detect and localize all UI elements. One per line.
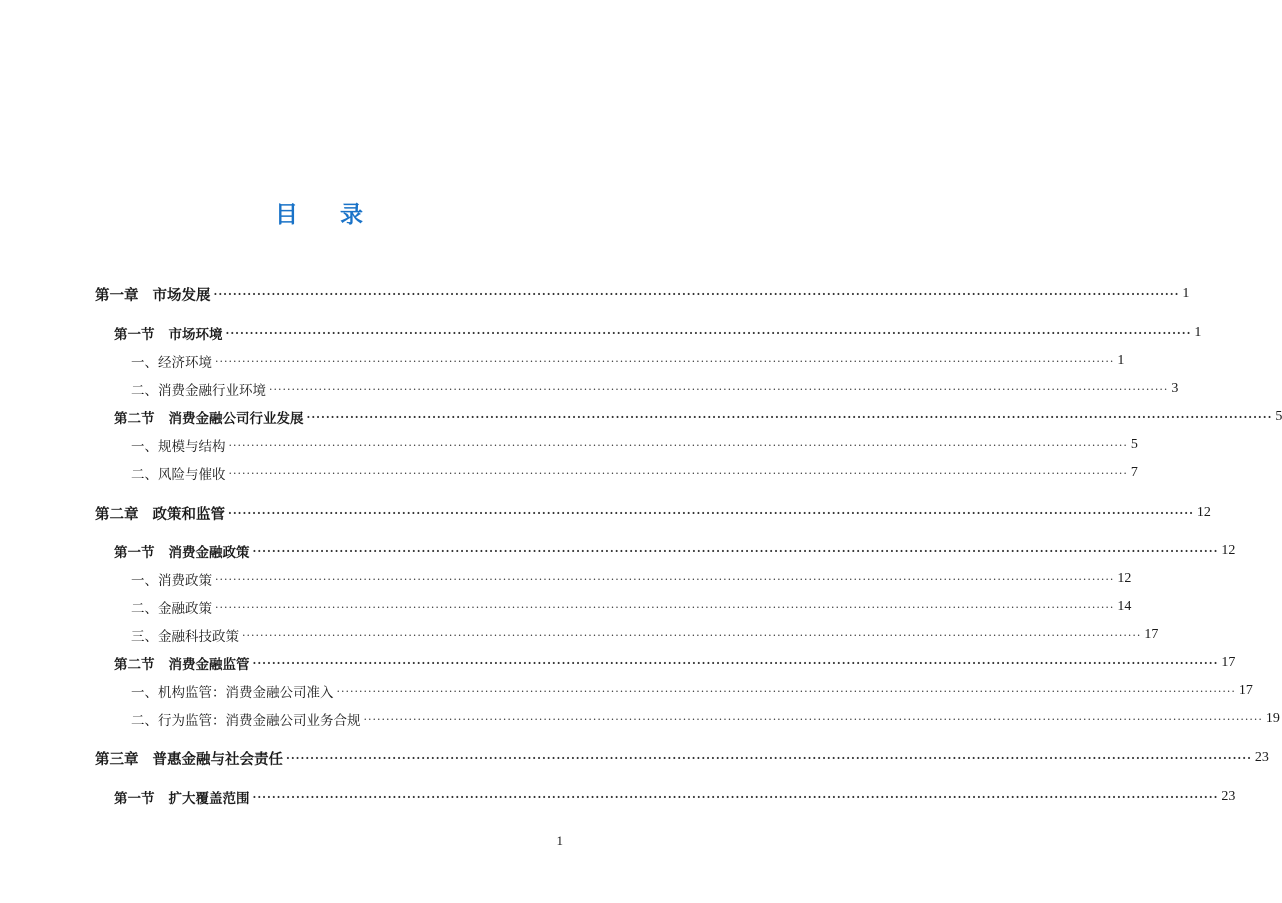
toc-entry-item[interactable] (131, 680, 1253, 702)
dot-leader: ········································································································································································································ (215, 572, 1115, 586)
toc-entry-label (114, 407, 304, 427)
toc-entry-page: 23 (1254, 750, 1269, 765)
toc-entry-page: 23 (1221, 789, 1236, 804)
toc-entry-page: 5 (1130, 437, 1138, 452)
page-title: 目录 (275, 202, 405, 228)
toc-entry-chapter[interactable] (95, 747, 1269, 769)
toc-entry-section[interactable] (114, 322, 1202, 344)
toc-entry-page: 17 (1238, 683, 1253, 698)
dot-leader: ········································································································································································································ (252, 790, 1219, 804)
toc-entry-label (95, 284, 211, 305)
dot-leader: ········································································································································································································ (215, 600, 1115, 614)
toc-entry-item[interactable] (131, 378, 1179, 400)
toc-entry-number: 第三章 (95, 751, 139, 768)
toc-entry-label (131, 597, 212, 617)
toc-entry-chapter[interactable] (95, 502, 1211, 524)
toc-entry-number: 第一节 (114, 791, 155, 807)
toc-entry-label (131, 351, 212, 371)
toc-entry-section[interactable] (114, 406, 1282, 428)
toc-entry-number: 第二节 (114, 411, 155, 427)
toc-entry-label (114, 787, 250, 807)
toc-entry-section[interactable] (114, 540, 1236, 562)
toc-entry-text: 消费金融公司行业发展 (168, 411, 304, 427)
dot-leader: ········································································································································································································ (225, 326, 1192, 340)
toc-entry-text: 一、机构监管：消费金融公司准入 (131, 685, 334, 701)
toc-entry-number: 第二章 (95, 506, 139, 523)
toc-entry-label (95, 748, 283, 769)
toc-entry-label (114, 653, 250, 673)
toc-entry-text: 二、风险与催收 (131, 467, 226, 483)
toc-entry-label (114, 541, 250, 561)
toc-entry-text: 扩大覆盖范围 (168, 791, 250, 807)
toc-entry-text: 二、消费金融行业环境 (131, 383, 266, 399)
toc-entry-item[interactable] (131, 624, 1159, 646)
toc-entry-text: 二、行为监管：消费金融公司业务合规 (131, 713, 361, 729)
toc-entry-label (131, 681, 334, 701)
dot-leader: ········································································································································································································ (306, 410, 1273, 424)
toc-entry-page: 5 (1275, 409, 1282, 424)
toc-entry-item[interactable] (131, 350, 1125, 372)
dot-leader: ········································································································································································································ (242, 628, 1142, 642)
toc-entry-section[interactable] (114, 786, 1236, 808)
dot-leader: ········································································································································································································ (228, 506, 1194, 520)
toc-entry-label (131, 709, 361, 729)
page-number: 1 (556, 833, 563, 848)
toc-entry-page: 7 (1130, 465, 1138, 480)
toc-entry-number: 第一节 (114, 545, 155, 561)
toc-entry-page: 17 (1144, 627, 1159, 642)
toc-entry-page: 3 (1171, 381, 1179, 396)
toc-entry-page: 17 (1221, 655, 1236, 670)
dot-leader: ········································································································································································································ (286, 751, 1252, 765)
dot-leader: ········································································································································································································ (252, 656, 1219, 670)
toc-entry-text: 普惠金融与社会责任 (152, 751, 283, 768)
toc-entry-text: 消费金融政策 (168, 545, 250, 561)
toc-entry-page: 1 (1194, 325, 1202, 340)
dot-leader: ········································································································································································································ (269, 382, 1169, 396)
dot-leader: ········································································································································································································ (363, 712, 1263, 726)
toc-entry-page: 12 (1221, 543, 1236, 558)
toc-entry-label (131, 625, 239, 645)
toc-entry-page: 19 (1265, 711, 1280, 726)
toc-entry-chapter[interactable] (95, 283, 1190, 305)
toc-entry-text: 政策和监管 (152, 506, 225, 523)
toc-entry-item[interactable] (131, 434, 1138, 456)
toc-entry-label (131, 463, 226, 483)
toc-entry-text: 一、消费政策 (131, 573, 212, 589)
toc-entry-number: 第一章 (95, 287, 139, 304)
dot-leader: ········································································································································································································ (213, 287, 1180, 301)
toc-entry-section[interactable] (114, 652, 1236, 674)
toc-entry-text: 市场发展 (152, 287, 211, 304)
dot-leader: ········································································································································································································ (215, 354, 1115, 368)
toc-entry-label (95, 503, 225, 524)
toc-entry-page: 12 (1117, 571, 1132, 586)
toc-entry-number: 第一节 (114, 327, 155, 343)
toc-entry-item[interactable] (131, 462, 1138, 484)
toc-entry-item[interactable] (131, 568, 1132, 590)
toc-entry-text: 一、经济环境 (131, 355, 212, 371)
toc-entry-text: 市场环境 (168, 327, 223, 343)
toc-entry-page: 1 (1182, 286, 1190, 301)
dot-leader: ········································································································································································································ (228, 438, 1128, 452)
toc-entry-text: 消费金融监管 (168, 657, 250, 673)
toc-entry-text: 三、金融科技政策 (131, 629, 239, 645)
toc-entry-label (131, 379, 266, 399)
toc-entry-page: 14 (1117, 599, 1132, 614)
dot-leader: ········································································································································································································ (252, 544, 1219, 558)
toc-entry-text: 一、规模与结构 (131, 439, 226, 455)
toc-entry-page: 12 (1196, 505, 1211, 520)
toc-entry-page: 1 (1117, 353, 1125, 368)
toc-entry-label (131, 435, 226, 455)
toc-entry-item[interactable] (131, 596, 1132, 618)
toc-entry-label (114, 323, 223, 343)
dot-leader: ········································································································································································································ (336, 684, 1236, 698)
toc-entry-text: 二、金融政策 (131, 601, 212, 617)
toc-entry-number: 第二节 (114, 657, 155, 673)
toc-entry-label (131, 569, 212, 589)
dot-leader: ········································································································································································································ (228, 466, 1128, 480)
toc-entry-item[interactable] (131, 708, 1280, 730)
